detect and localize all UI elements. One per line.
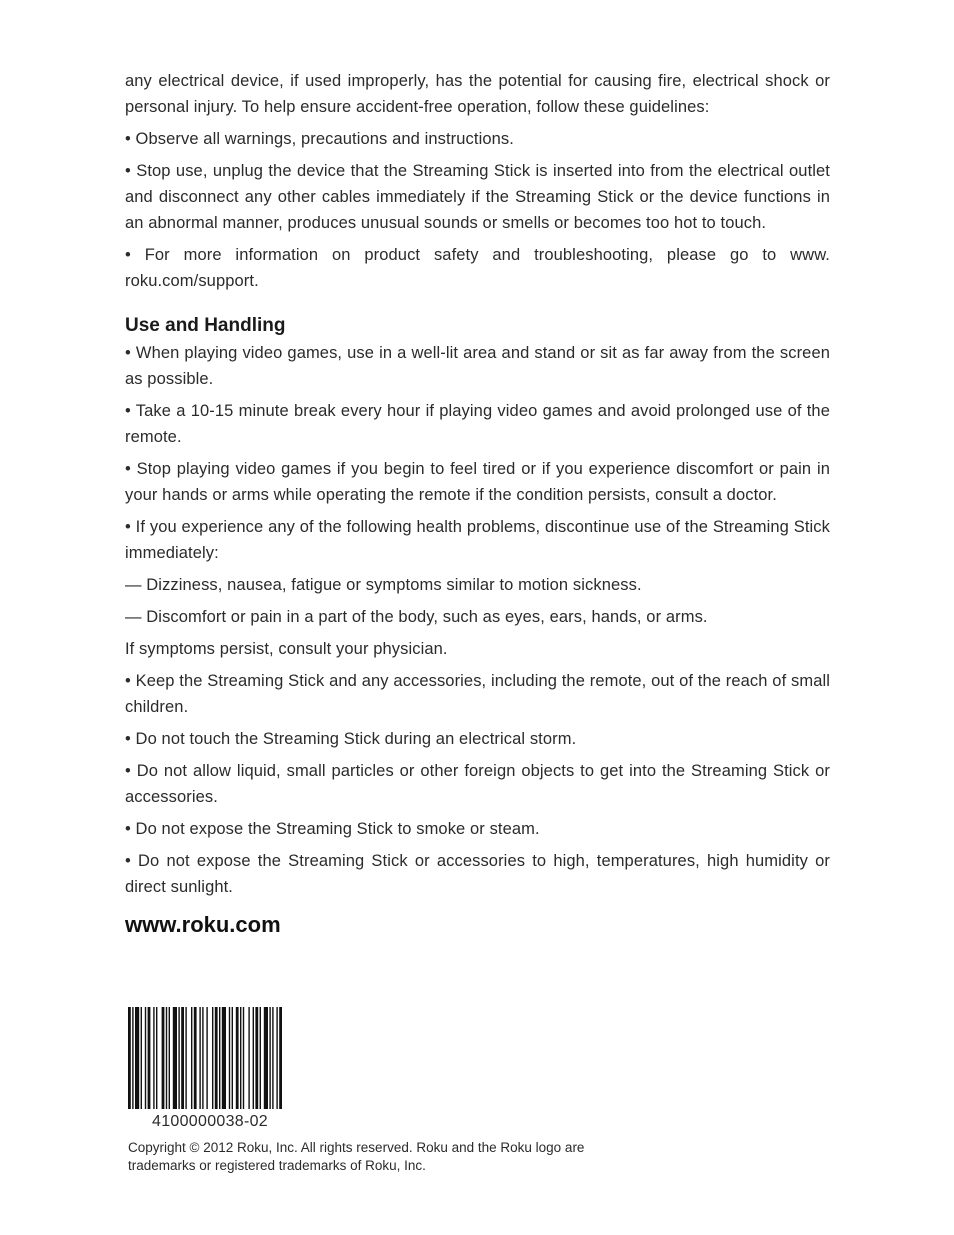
list-item: — Dizziness, nausea, fatigue or symptoms similar to motion sickness. [125,576,642,594]
barcode-bar [272,1007,273,1109]
barcode-bar [169,1007,170,1109]
intro-bullet-stop-use: • Stop use, unplug the device that the Streaming Stick is inserted into from the electrical outlet and disconnect any other cables immediately if the Streaming Stick or the device functions in an abnormal manner, produces unusual sounds or smells or becomes too hot to touch. [125,162,830,232]
barcode-bar [194,1007,197,1109]
barcode-bar [219,1007,220,1109]
list-item: • Take a 10-15 minute break every hour if playing video games and avoid prolonged use of the remote. [125,402,830,446]
barcode-bar [145,1007,146,1109]
barcode-bar [206,1007,207,1109]
barcode-bar [212,1007,213,1109]
barcode-bar [173,1007,177,1109]
barcode-bar [255,1007,258,1109]
barcode-bar [185,1007,186,1109]
list-item: • Stop playing video games if you begin to feel tired or if you experience discomfort or pain in your hands or arms while operating the remote if the condition persists, consult a doctor. [125,460,830,504]
barcode-number: 4100000038-02 [152,1113,269,1130]
copyright-line: trademarks or registered trademarks of Roku, Inc. [128,1157,426,1173]
barcode-bar [178,1007,179,1109]
list-item: — Discomfort or pain in a part of the body, such as eyes, ears, hands, or arms. [125,608,708,626]
barcode-bar [148,1007,151,1109]
list-item: • Keep the Streaming Stick and any accessories, including the remote, out of the reach of small children. [125,672,830,716]
barcode-bar [153,1007,154,1109]
barcode-bar [253,1007,254,1109]
barcode-bar [222,1007,226,1109]
barcode-bar [240,1007,241,1109]
intro-paragraph: any electrical device, if used improperly, has the potential for causing fire, electrical shock or personal injury. To help ensure accident-free operation, follow these guidelines: [125,72,830,116]
website-url: www.roku.com [125,912,281,937]
list-item: • If you experience any of the following health problems, discontinue use of the Streaming Stick immediately: [125,518,830,562]
copyright-notice [128,1139,688,1174]
barcode-bar [248,1007,249,1109]
copyright-line: Copyright © 2012 Roku, Inc. All rights reserved. Roku and the Roku logo are [128,1140,585,1155]
barcode-bar [191,1007,192,1109]
barcode-bar [232,1007,233,1109]
barcode-image [128,1007,328,1109]
barcode-bar [156,1007,157,1109]
list-item: • Do not allow liquid, small particles or other foreign objects to get into the Streaming Stick or accessories. [125,762,830,806]
list-item: • Do not touch the Streaming Stick during an electrical storm. [125,730,577,748]
barcode-bar [269,1007,270,1109]
intro-bullet-more-info: • For more information on product safety and troubleshooting, please go to www. roku.com/support. [125,246,830,290]
barcode-bar [162,1007,165,1109]
list-item: • When playing video games, use in a well-lit area and stand or sit as far away from the screen as possible. [125,344,830,388]
barcode-bar [243,1007,244,1109]
barcode [128,1007,328,1131]
list-item: If symptoms persist, consult your physician. [125,640,448,658]
barcode-bar [199,1007,200,1109]
section-heading-use-handling: Use and Handling [125,315,286,336]
barcode-bar [166,1007,167,1109]
barcode-bar [279,1007,282,1109]
document-body [125,68,830,940]
barcode-bar [215,1007,218,1109]
barcode-bar [135,1007,139,1109]
barcode-bar [132,1007,133,1109]
barcode-bar [202,1007,203,1109]
barcode-bar [276,1007,277,1109]
barcode-bar [260,1007,261,1109]
barcode-bar [236,1007,239,1109]
barcode-bar [128,1007,131,1109]
barcode-bar [141,1007,142,1109]
list-item: • Do not expose the Streaming Stick or accessories to high, temperatures, high humidity or direct sunlight. [125,852,830,896]
list-item: • Do not expose the Streaming Stick to smoke or steam. [125,820,540,838]
barcode-bar [264,1007,268,1109]
barcode-bar [229,1007,230,1109]
intro-bullet-observe: • Observe all warnings, precautions and instructions. [125,130,514,148]
barcode-bar [181,1007,184,1109]
